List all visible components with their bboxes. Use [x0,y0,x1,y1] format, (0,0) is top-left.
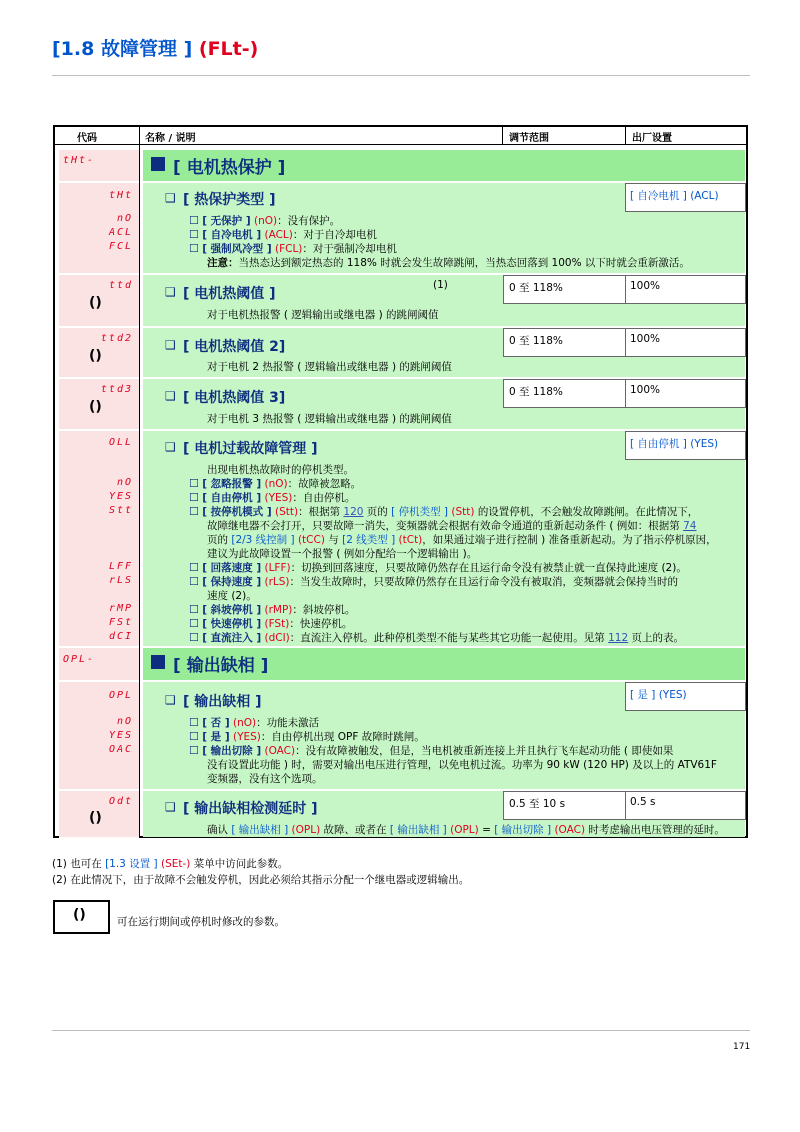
modifiable-icon: () [89,295,102,311]
default-cell-opl: [ 是 ] (YES) [625,682,746,711]
modifiable-icon: () [89,399,102,415]
header-default: 出厂设置 [632,133,672,144]
modifiable-icon: () [89,810,102,826]
param-title-ttd: [ 电机热阈值 ] [183,286,276,302]
code-cell-odt: Odt () [59,791,139,839]
option-list-opl: ☐ [ 否 ] (nO)：功能未激活 ☐ [ 是 ] (YES)：自由停机出现 OPF 故障时跳闸。 ☐ [ 输出切除 ] (OAC)：没有故障被触发，但是，当电机被重新连接上并且执行飞车起动功能 ( 即使如果 没有设置此功能 ) 时，需要对输出电压进行管理，以免电机过流。功率为 90 kW (120 HP) 及以上的 ATV61F 变频器，没有这个选项。 [189,716,717,785]
code-cell-opl-section: OPL- [59,648,139,682]
default-cell-ttd3: 100% [625,379,746,408]
checkbox-icon: ❑ [165,285,176,299]
default-cell-tht: [ 自冷电机 ] (ACL) [625,183,746,212]
table-header [55,127,746,145]
range-cell-odt: 0.5 至 10 s [503,791,627,820]
square-bullet-icon [151,655,165,669]
code-cell-tht: tHt nO ACL FCL [59,183,139,275]
checkbox-icon: ❑ [165,800,176,814]
footnote-2: (2) 在此情况下，由于故障不会触发停机，因此必须给其指示分配一个继电器或逻辑输出。 [52,874,470,886]
default-cell-ttd: 100% [625,275,746,304]
checkbox-icon: ❑ [165,338,176,352]
square-bullet-icon [151,157,165,171]
param-title-oll: [ 电机过载故障管理 ] [183,441,318,457]
param-title-ttd3: [ 电机热阈值 3] [183,390,286,406]
section-header-opl [143,648,745,680]
page-title: [1.8 故障管理 ] (FLt-) [52,38,259,60]
header-divider [502,127,503,144]
checkbox-icon: ❑ [165,191,176,205]
checkbox-icon: ❑ [165,389,176,403]
legend-text: 可在运行期间或停机时修改的参数。 [117,916,285,928]
header-divider [625,127,626,144]
option-list-tht: ☐ [ 无保护 ] (nO)：没有保护。 ☐ [ 自冷电机 ] (ACL)：对于自冷却电机 ☐ [ 强制风冷型 ] (FCL)：对于强制冷却电机 注意：当热态达到额定热态的 118% 时就会发生故障跳闸，当热态回落到 100% 以下时就会重新激活。 [189,214,690,269]
param-title-tht: [ 热保护类型 ] [183,192,276,208]
code-cell-ttd3: ttd3 () [59,379,139,431]
param-title-opl: [ 输出缺相 ] [183,694,262,710]
header-divider [139,127,140,144]
header-name: 名称 / 说明 [145,133,196,144]
column-divider [139,144,140,836]
option-list-oll: 出现电机热故障时的停机类型。 ☐ [ 忽略报警 ] (nO)：故障被忽略。 ☐ [ 自由停机 ] (YES)：自由停机。 ☐ [ 按停机模式 ] (Stt)：根据第 120 页的 [ 停机类型 ] (Stt) 的设置停机，不会触发故障跳闸。在此情况下， 故障继电器不会打开，只要故障一消失，变频器就会根据有效命令通道的重新起动条件 ( 例如：根据第 74 页的 [2/3 线控制 ] (tCC) 与 [2 线类型 ] (tCt)，如果通过端子进行控制 ) 准备重新起动。为了指示停机原因， 建议为此故障设置一个报警 ( 例如分配给一个逻辑输出 )。 ☐ [ 回落速度 ] (LFF)：切换到回落速度，只要故障仍然存在且运行命令没有被禁止就一直保持此速度 (2)。 ☐ [ 保持速度 ] (rLS)：当发生故障时，只要故障仍然存在且运行命令没有被取消，变频器就会保持当时的 速度 (2)。 ☐ [ 斜坡停机 ] (rMP)：斜坡停机。 ☐ [ 快速停机 ] (FSt)：快速停机。 ☐ [ 直流注入 ] (dCI)：直流注入停机。此种停机类型不能与某些其它功能一起使用。见第 112 页上的表。 [189,464,717,644]
checkbox-icon: ❑ [165,440,176,454]
code-cell-oll: OLL nO YES Stt LFF rLS rMP FSt dCI [59,431,139,648]
default-cell-oll: [ 自由停机 ] (YES) [625,431,746,460]
range-cell-ttd3: 0 至 118% [503,379,627,408]
param-title-ttd2: [ 电机热阈值 2] [183,339,286,355]
odt-desc: 确认 [ 输出缺相 ] (OPL) 故障、或者在 [ 输出缺相 ] (OPL) = [ 输出切除 ] (OAC) 时考虑输出电压管理的延时。 [207,824,725,836]
top-rule [52,75,750,76]
code-cell-opl: OPL nO YES OAC [59,682,139,791]
footnote-1: (1) 也可在 [1.3 设置 ] (SEt-) 菜单中访问此参数。 [52,858,289,870]
header-code: 代码 [77,133,97,144]
checkbox-icon: ❑ [165,693,176,707]
default-cell-ttd2: 100% [625,328,746,357]
modifiable-icon: () [89,348,102,364]
range-cell-ttd2: 0 至 118% [503,328,627,357]
section-title: [ 电机热保护 ] [173,158,286,178]
legend-box [53,900,110,934]
parameter-table: 代码 名称 / 说明 调节范围 出厂设置 tHt- [ 电机热保护 ] tHt nO ACL FCL [ 自冷电机 ] (ACL) ❑ [ 热保护类型 ] ☐ [ 无保护 ] (nO)：没有保护。 ☐ [ 自冷电机 ] (ACL)：对于自冷却电机 ☐ [ 强制风冷型 ] (FCL)：对于强制冷却电机 注意：当热态达到额定热态的 118% 时就会发生故障跳闸，当热态回落到 100% 以下时就会重新激活。 ttd () 0 至 118% 100% ❑ [ 电机热阈值 ] (1) 对于电机热报警 ( 逻辑输出或继电器 ) 的跳闸阈值 ttd2 () 0 至 118% 100% ❑ [ 电机热阈值 2] 对于电机 2 热报警 ( 逻辑输出或继电器 ) 的跳闸阈值 ttd3 () 0 至 118% 100% ❑ [ 电机热阈值 3] 对于电机 3 热报警 ( 逻辑输出或继电器 ) 的跳闸阈值 OLL nO YES Stt LFF rLS rMP FSt dCI [ 自由停机 ] (YES) ❑ [ 电机过载故障管理 ] 出现电机热故障时的停机类型。 ☐ [ 忽略报警 ] (nO)：故障被忽略。 ☐ [ 自由停机 ] (YES)：自由停机。 ☐ [ 按停机模式 ] (Stt)：根据第 120 页的 [ 停机类型 ] (Stt) 的设置停机，不会触发故障跳闸。在此情况下， 故障继电器不会打开，只要故障一消失，变频器就会根据有效命令通道的重新起动条件 ( 例如：根据第 74 页的 [2/3 线控制 ] (tCC) 与 [2 线类型 ] (tCt)，如果通过端子进行控制 ) 准备重新起动。为了指示停机原因， 建议为此故障设置一个报警 ( 例如分配给一个逻辑输出 )。 ☐ [ 回落速度 ] (LFF)：切换到回落速度，只要故障仍然存在且运行命令没有被禁止就一直保持此速度 (2)。 ☐ [ 保持速度 ] (rLS)：当发生故障时，只要故障仍然存在且运行命令没有被取消，变频器就会保持当时的 速度 (2)。 ☐ [ 斜坡停机 ] (rMP)：斜坡停机。 ☐ [ 快速停机 ] (FSt)：快速停机。 ☐ [ 直流注入 ] (dCI)：直流注入停机。此种停机类型不能与某些其它功能一起使用。见第 112 页上的表。 OPL- [ 输出缺相 ] OPL nO YES OAC [ 是 ] (YES) ❑ [ 输出缺相 ] ☐ [ 否 ] (nO)：功能未激活 ☐ [ 是 ] (YES)：自由停机出现 OPF 故障时跳闸。 ☐ [ 输出切除 ] (OAC)：没有故障被触发，但是，当电机被重新连接上并且执行飞车起动功能 ( 即使如果 没有设置此功能 ) 时，需要对输出电压进行管理，以免电机过流。功率为 90 kW (120 HP) 及以上的 ATV61F 变频器，没有这个选项。 Odt () 0.5 至 10 s 0.5 s ❑ [ 输出缺相检测延时 ] 确认 [ 输出缺相 ] (OPL) 故障、或者在 [ 输出缺相 ] (OPL) = [ 输出切除 ] (OAC) 时考虑输出电压管理的延时。 [53,125,748,838]
modifiable-icon: () [73,907,86,923]
code-cell-ttd2: ttd2 () [59,328,139,379]
page-number: 171 [733,1042,751,1052]
header-range: 调节范围 [509,133,549,144]
param-title-odt: [ 输出缺相检测延时 ] [183,801,318,817]
section-title: [ 输出缺相 ] [173,656,269,676]
bottom-rule [52,1030,750,1031]
section-header-tht [143,150,745,181]
default-cell-odt: 0.5 s [625,791,746,820]
code-cell-ttd: ttd () [59,275,139,328]
range-cell-ttd: 0 至 118% [503,275,627,304]
code-cell-tht-section: tHt- [59,150,139,183]
